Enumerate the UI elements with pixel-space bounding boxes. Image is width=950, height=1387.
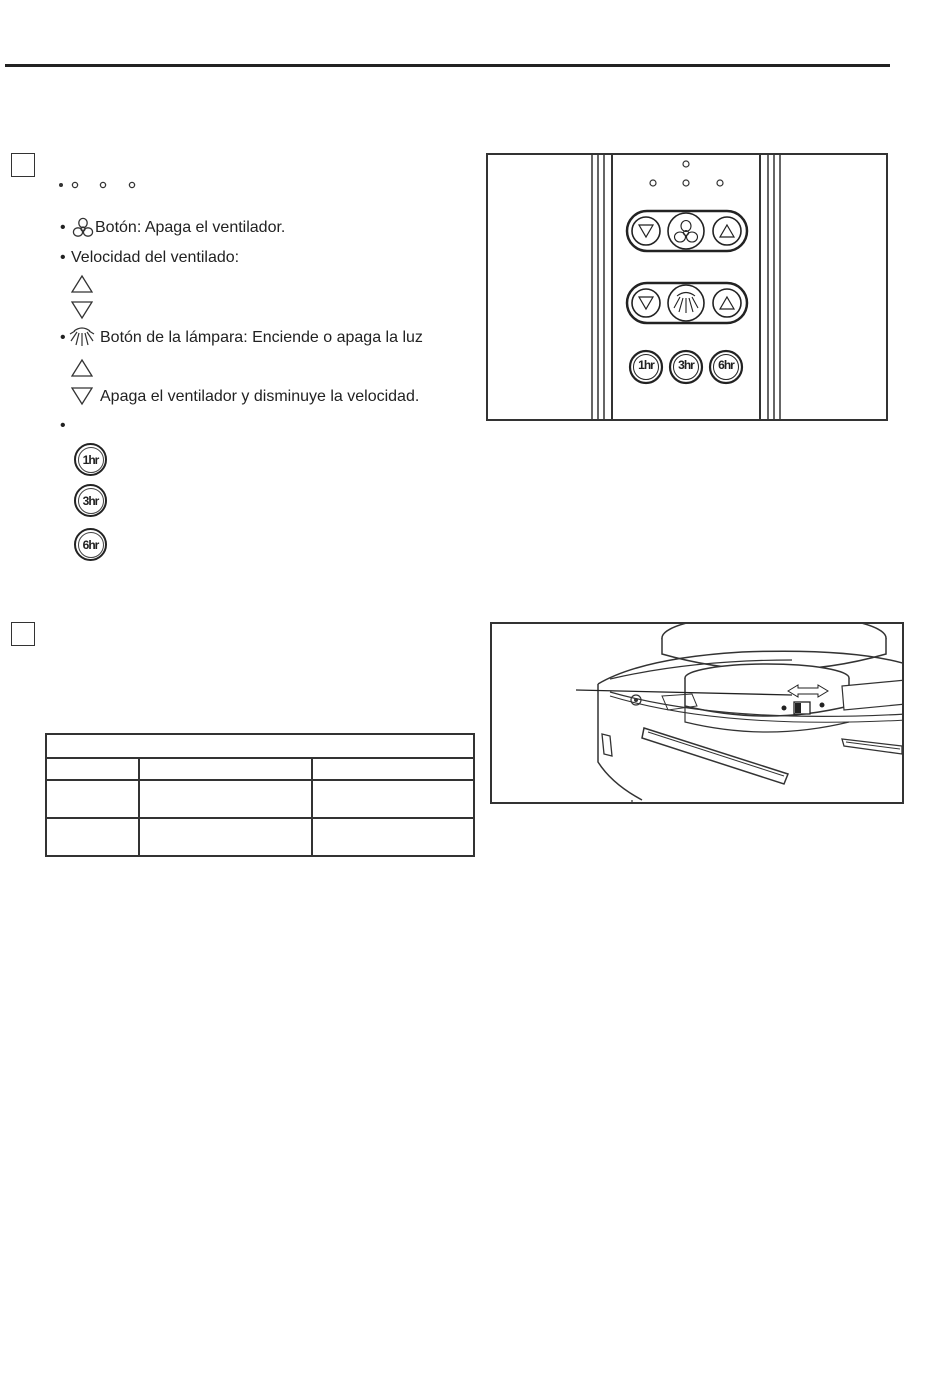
table-cell — [139, 758, 312, 780]
step-2-box — [11, 622, 35, 646]
header-rule — [5, 64, 890, 67]
table-cell — [46, 758, 139, 780]
remote-timer-3hr-label: 3hr — [678, 358, 694, 372]
fan-housing-drawing — [492, 624, 904, 804]
fan-housing-figure — [490, 622, 904, 804]
table-row — [46, 780, 474, 818]
triangle-down-icon — [71, 300, 93, 320]
remote-timer-6hr-label: 6hr — [718, 358, 734, 372]
bullet: • — [60, 249, 66, 266]
triangle-down-icon — [71, 386, 93, 406]
table-cell — [139, 780, 312, 818]
remote-control-figure — [486, 153, 888, 421]
table-header-cell — [46, 734, 474, 758]
timer-1hr-icon — [74, 443, 107, 476]
speed-label: Velocidad del ventilado: — [71, 249, 240, 266]
remote-timer-1hr-label: 1hr — [638, 358, 654, 372]
timer-label: 6hr — [78, 532, 104, 558]
triangle-up-icon — [71, 274, 93, 294]
table-row — [46, 758, 474, 780]
table-cell — [46, 780, 139, 818]
timer-6hr-icon — [74, 528, 107, 561]
table-cell — [312, 780, 474, 818]
table-cell — [312, 818, 474, 856]
table-row — [46, 818, 474, 856]
step-1-box — [11, 153, 35, 177]
timer-label: 1hr — [78, 447, 104, 473]
indicator-dots-icon — [58, 179, 138, 191]
table-row — [46, 734, 474, 758]
timer-3hr-icon — [74, 484, 107, 517]
remote-body — [488, 155, 888, 421]
bullet: • — [60, 417, 66, 434]
table-cell — [46, 818, 139, 856]
lamp-icon — [69, 326, 95, 348]
light-label: Botón de la lámpara: Enciende o apaga la luz — [100, 329, 423, 346]
decrease-label: Apaga el ventilador y disminuye la velocidad. — [100, 388, 420, 405]
timer-label: 3hr — [78, 488, 104, 514]
triangle-up-icon — [71, 358, 93, 378]
fan-off-label: Botón: Apaga el ventilador. — [95, 219, 286, 236]
bullet: • — [60, 219, 66, 236]
table-cell — [312, 758, 474, 780]
table-cell — [139, 818, 312, 856]
bullet: • — [60, 329, 66, 346]
fan-icon — [72, 217, 94, 239]
dip-switch-table — [45, 733, 475, 857]
